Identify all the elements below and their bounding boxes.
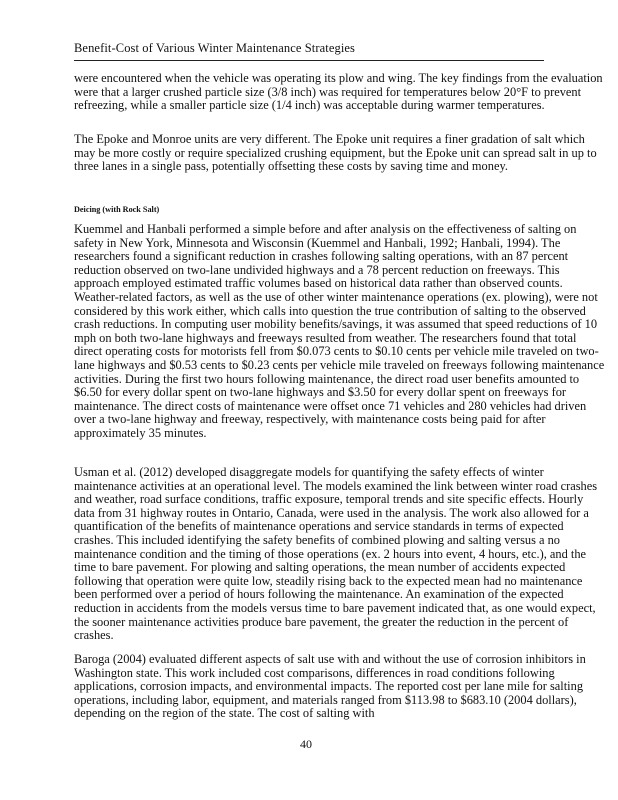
paragraph-usman: Usman et al. (2012) developed disaggregate models for quantifying the safety effects of winter maintenance activities at an operational level. The models examined the link between winter road crashes and weather, road surface conditions, traffic exposure, temporal trends and site specific effects. Hourly data from 31 highway routes in Ontario, Canada, were used in the analysis. The work also allowed for a quantification of the benefits of maintenance operations and service standards in terms of expected crashes. This included identifying the safety benefits of combined plowing and salting versus a no maintenance condition and the timing of those operations (ex. 2 hours into event, 4 hours, etc.), and the time to bare pavement. For plowing and salting operations, the mean number of accidents expected following that operation were quite low, steadily rising back to the expected mean had no maintenance been performed over a period of hours following the maintenance. An examination of the expected reduction in accidents from the models versus time to bare pavement indicated that, as one would expect, the sooner maintenance activities produce bare pavement, the greater the reduction in the percent of crashes. bbox=[74, 465, 598, 643]
running-header: Benefit-Cost of Various Winter Maintenance Strategies bbox=[74, 41, 356, 55]
paragraph-baroga: Baroga (2004) evaluated different aspects of salt use with and without the use of corrosion inhibitors in Washington state. This work included cost comparisons, differences in road conditions following applications, corrosion impacts, and environmental impacts. The reported cost per lane mile for salting operations, including labor, equipment, and materials ranged from $113.98 to $683.10 (2004 dollars), depending on the region of the state. The cost of salting with bbox=[74, 652, 586, 721]
paragraph-plow-evaluation: were encountered when the vehicle was operating its plow and wing. The key findings from the evaluation were that a larger crushed particle size (3/8 inch) was required for temperatures below 20°F to prevent refreezing, while a smaller particle size (1/4 inch) was acceptable during warmer temperatures. bbox=[74, 71, 603, 113]
paragraph-kuemmel-hanbali: Kuemmel and Hanbali performed a simple before and after analysis on the effectiveness of salting on safety in New York, Minnesota and Wisconsin (Kuemmel and Hanbali, 1992; Hanbali, 1994). The researchers found a significant reduction in crashes following salting operations, with an 87 percent reduction observed on two-lane undivided highways and a 78 percent reduction on freeways. This approach employed estimated traffic volumes based on historical data rather than observed counts. Weather-related factors, as well as the use of other winter maintenance operations (ex. plowing), were not considered by this work either, which calls into question the true contribution of salting to the observed crash reductions. In computing user mobility benefits/savings, it was assumed that speed reductions of 10 mph on both two-lane highways and freeways resulted from weather. The researchers found that total direct operating costs for motorists fell from $0.073 cents to $0.10 cents per vehicle mile traveled on two-lane highways and $0.53 cents to $0.23 cents per vehicle mile traveled on freeways following maintenance activities. During the first two hours following maintenance, the direct road user benefits amounted to $6.50 for every dollar spent on two-lane highways and $3.50 for every dollar spent on freeways for maintenance. The direct costs of maintenance were offset once 71 vehicles and 280 vehicles had driven over a two-lane highway and freeway, respectively, with maintenance costs being paid for after approximately 35 minutes. bbox=[74, 222, 605, 440]
subheading-deicing: Deicing (with Rock Salt) bbox=[74, 205, 160, 214]
header-rule bbox=[74, 60, 544, 61]
paragraph-epoke-monroe: The Epoke and Monroe units are very different. The Epoke unit requires a finer gradation of salt which may be more costly or require specialized crushing equipment, but the Epoke unit can spread salt in up to three lanes in a single pass, potentially offsetting these costs by saving time and money. bbox=[74, 132, 597, 174]
page-number: 40 bbox=[300, 737, 312, 751]
